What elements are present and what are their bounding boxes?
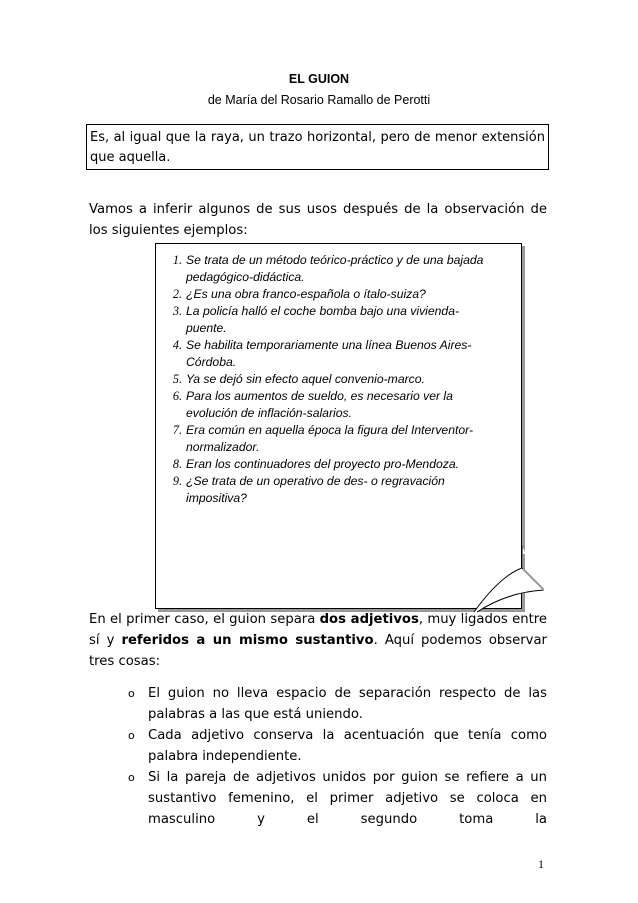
example-text: Se habilita temporariamente una línea Buenos Aires-Córdoba. [186,338,472,369]
example-number: 4. [172,338,182,352]
example-item [166,286,486,303]
example-text: Para los aumentos de sueldo, es necesario ver la evolución de inflación-salarios. [186,389,453,420]
observation-text: Si la pareja de adjetivos unidos por guion se refiere a un sustantivo femenino, el primer adjetivo se coloca en masculino y el segundo toma la [148,770,547,827]
example-item [166,388,486,422]
observation-text: El guion no lleva espacio de separación respecto de las palabras a las que está uniendo. [148,686,547,722]
example-number: 3. [172,304,182,318]
example-number: 6. [172,389,182,403]
examples-list [166,252,486,507]
bullet-marker: o [128,729,135,742]
examples-note [155,243,522,609]
analysis-paragraph [89,609,547,672]
example-number: 8. [172,457,182,471]
example-text: Eran los continuadores del proyecto pro-Mendoza. [186,457,460,471]
example-item [166,371,486,388]
example-number: 1. [172,253,182,267]
example-text: La policía halló el coche bomba bajo una vivienda-puente. [186,304,460,335]
document-author: de María del Rosario Ramallo de Perotti [207,93,431,107]
list-item [128,767,547,830]
example-item [166,456,486,473]
example-text: Era común en aquella época la figura del Interventor-normalizador. [186,423,474,454]
example-item [166,422,486,456]
example-item [166,473,486,507]
page-curl-fold [474,546,544,614]
definition-box: Es, al igual que la raya, un trazo horizontal, pero de menor extensión que aquella. [86,124,549,170]
observations-list [128,683,547,830]
list-item [128,725,547,767]
list-item [128,683,547,725]
observation-text: Cada adjetivo conserva la acentuación que tenía como palabra independiente. [148,728,547,764]
example-item [166,252,486,286]
bullet-marker: o [128,687,135,700]
example-text: ¿Se trata de un operativo de des- o regravación impositiva? [186,474,445,505]
example-item [166,303,486,337]
analysis-text: En el primer caso, el guion separa [89,612,320,627]
document-title: EL GUION [288,72,350,86]
analysis-text: , muy ligados entre sí y [89,612,547,648]
bullet-marker: o [128,771,135,784]
page-number: 1 [538,857,544,871]
example-number: 5. [172,372,182,386]
analysis-bold-text: dos adjetivos [319,612,419,627]
example-number: 9. [172,474,182,488]
example-text: ¿Es una obra franco-española o ítalo-suiza? [186,287,426,301]
example-text: Se trata de un método teórico-práctico y de una bajada pedagógico-didáctica. [186,253,484,284]
analysis-text: . Aquí podemos observar tres cosas: [89,633,547,669]
intro-paragraph: Vamos a inferir algunos de sus usos después de la observación de los siguientes ejemplos: [89,202,547,238]
example-number: 2. [172,287,182,301]
example-text: Ya se dejó sin efecto aquel convenio-marco. [186,372,425,386]
example-number: 7. [172,423,182,437]
example-item [166,337,486,371]
analysis-bold-text: referidos a un mismo sustantivo [121,633,374,648]
